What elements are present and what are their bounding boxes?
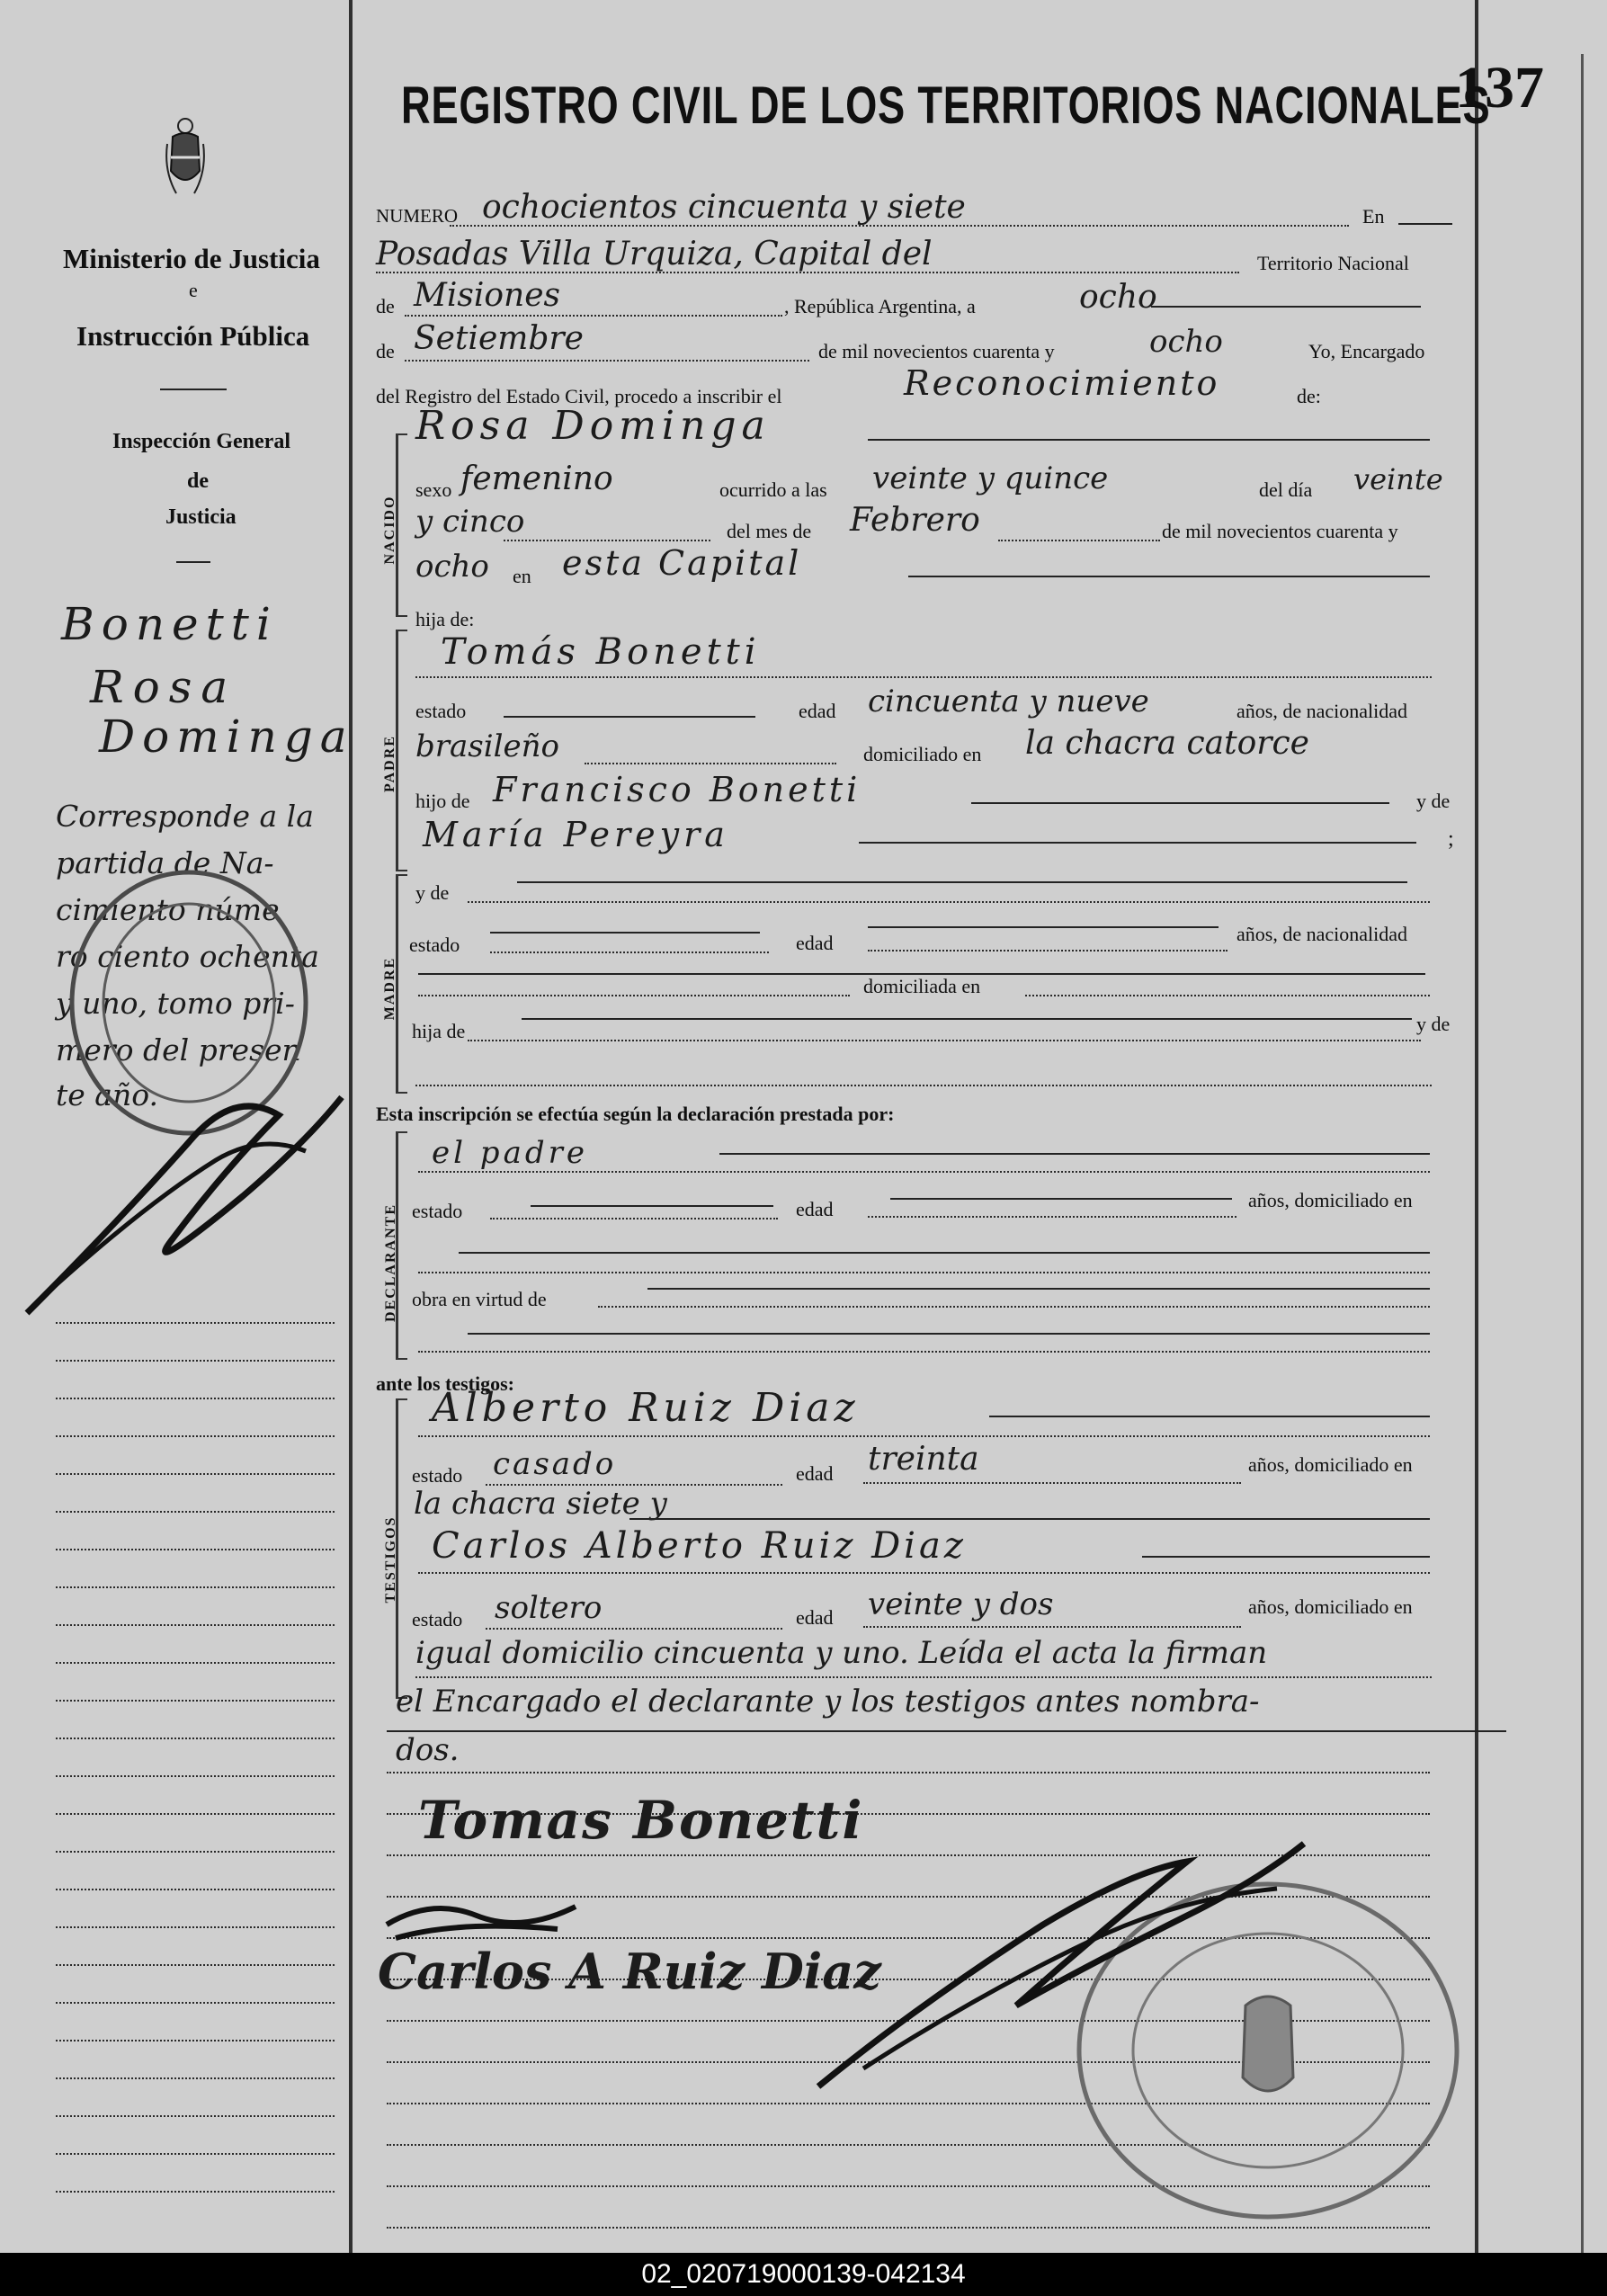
testigos-section-label: TESTIGOS	[383, 1515, 398, 1604]
numero-label: NUMERO	[376, 205, 459, 227]
right-border-line	[1475, 0, 1478, 2253]
estado5-label: estado	[412, 1608, 463, 1630]
en-label: En	[1362, 205, 1385, 228]
edad5-label: edad	[796, 1606, 834, 1629]
father-name: Tomás Bonetti	[441, 631, 761, 673]
del-dia-label: del día	[1259, 478, 1313, 501]
place-value: Posadas Villa Urquiza, Capital del	[376, 236, 933, 272]
witness2-name: Carlos Alberto Ruiz Diaz	[432, 1525, 967, 1567]
margin-note-line-4: ro ciento ochenta	[56, 939, 319, 974]
father-age: cincuenta y nueve	[868, 683, 1149, 719]
margin-name-1: Bonetti	[61, 598, 278, 650]
anos-nac-label: años, de nacionalidad	[1236, 700, 1407, 722]
margin-name-3: Dominga	[99, 710, 354, 763]
witness2-estado: soltero	[495, 1590, 603, 1626]
edad4-label: edad	[796, 1462, 834, 1485]
footer-image-code: 02_020719000139-042134	[0, 2253, 1607, 2296]
edad3-label: edad	[796, 1198, 834, 1220]
margin-signature-scribble	[9, 1061, 351, 1331]
semicolon-mark: ;	[1448, 827, 1454, 851]
margin-note-line-7: te año.	[56, 1077, 158, 1112]
estado4-label: estado	[412, 1464, 463, 1487]
edad2-label: edad	[796, 932, 834, 954]
numero-value: ochocientos cincuenta y siete	[482, 189, 966, 226]
registro-label: del Registro del Estado Civil, procedo a inscribir el	[376, 385, 782, 407]
month-value: Setiembre	[414, 320, 584, 357]
father-mother: María Pereyra	[423, 815, 729, 854]
year-value: ocho	[1149, 324, 1223, 360]
ministry-line-2: e	[189, 279, 198, 301]
domiciliado-label: domiciliado en	[863, 743, 982, 765]
month-birth-value: Febrero	[850, 502, 980, 539]
witness2-age: veinte y dos	[868, 1586, 1054, 1622]
domiciliada-label: domiciliada en	[863, 975, 981, 997]
del-mes-label: del mes de	[727, 520, 812, 542]
year-birth-value: ocho	[415, 549, 489, 585]
anos-dom3-label: años, domiciliado en	[1248, 1595, 1413, 1618]
page-title: REGISTRO CIVIL DE LOS TERRITORIOS NACIONALES	[401, 76, 1491, 135]
margin-note-line-3: cimiento núme	[56, 892, 280, 927]
hijo-label: hija de:	[415, 608, 475, 630]
y-de-label: y de	[1416, 790, 1451, 812]
coat-of-arms-icon	[164, 117, 207, 202]
closing-line-2: el Encargado el declarante y los testigos antes nombra-	[396, 1684, 1260, 1720]
anos-dom2-label: años, domiciliado en	[1248, 1453, 1413, 1476]
far-right-edge	[1581, 54, 1584, 2253]
declarant-value: el padre	[432, 1135, 588, 1171]
estado2-label: estado	[409, 934, 460, 956]
republica-label: , República Argentina, a	[784, 295, 976, 317]
margin-note-line-5: y uno, tomo pri-	[56, 986, 295, 1021]
mil-label: de mil novecientos cuarenta y	[818, 340, 1055, 362]
en2-label: en	[513, 565, 531, 587]
act-value: Reconocimiento	[904, 363, 1220, 403]
registrar-signature-scribble	[809, 1826, 1313, 2095]
father-signature: Tomas Bonetti	[418, 1790, 864, 1851]
sexo-value: femenino	[460, 460, 613, 497]
territory-value: Misiones	[414, 277, 561, 314]
padre-section-label: PADRE	[382, 735, 397, 792]
day-birth-value-2: y cinco	[415, 504, 525, 540]
madre-section-label: MADRE	[382, 956, 397, 1021]
obra-label: obra en virtud de	[412, 1288, 547, 1310]
y-de3-label: y de	[1416, 1013, 1451, 1035]
closing-line-1: igual domicilio cincuenta y uno. Leída el acta la firman	[415, 1635, 1268, 1671]
day-value: ocho	[1079, 279, 1157, 316]
anos-nac2-label: años, de nacionalidad	[1236, 923, 1407, 945]
testigos-label: ante los testigos:	[376, 1372, 514, 1395]
margin-note-line-6: mero del presen	[56, 1032, 301, 1068]
inspection-line-1: Inspección General	[112, 430, 290, 453]
margin-name-2: Rosa	[90, 661, 237, 713]
hijo-de-label: hijo de	[415, 790, 470, 812]
de-label: de	[376, 295, 395, 317]
margin-note-line-2: partida de Na-	[56, 845, 274, 880]
witness1-age: treinta	[868, 1441, 979, 1478]
child-name: Rosa Dominga	[415, 403, 771, 449]
estado3-label: estado	[412, 1200, 463, 1222]
margin-note-line-1: Corresponde a la	[56, 799, 314, 834]
yo-label: Yo, Encargado	[1308, 340, 1425, 362]
territorio-label: Territorio Nacional	[1257, 252, 1409, 274]
witness1-estado: casado	[493, 1446, 617, 1482]
de3-label: de:	[1297, 385, 1321, 407]
inspection-line-3: Justicia	[165, 505, 237, 529]
witness1-domicile: la chacra siete y	[414, 1486, 667, 1522]
ministry-divider	[160, 389, 227, 390]
father-domicile: la chacra catorce	[1025, 725, 1309, 762]
sexo-label: sexo	[415, 478, 452, 501]
hija-de-label: hija de	[412, 1020, 466, 1042]
hour-value: veinte y quince	[872, 460, 1109, 496]
ministry-line-3: Instrucción Pública	[76, 320, 310, 352]
inspection-divider	[176, 561, 210, 563]
ocurrido-label: ocurrido a las	[719, 478, 827, 501]
declaracion-label: Esta inscripción se efectúa según la declaración prestada por:	[376, 1103, 895, 1125]
estado-label: estado	[415, 700, 467, 722]
de2-label: de	[376, 340, 395, 362]
anos-dom-label: años, domiciliado en	[1248, 1189, 1413, 1211]
birthplace-value: esta Capital	[562, 543, 802, 583]
edad-label: edad	[799, 700, 836, 722]
closing-line-3: dos.	[396, 1732, 460, 1768]
father-nationality: brasileño	[415, 728, 559, 764]
ministry-line-1: Ministerio de Justicia	[63, 243, 320, 274]
nacido-section-label: NACIDO	[382, 495, 397, 565]
witness1-name: Alberto Ruiz Diaz	[432, 1385, 860, 1431]
witness-signature: Carlos A Ruiz Diaz	[378, 1943, 881, 2000]
inspection-line-2: de	[187, 469, 209, 493]
father-father: Francisco Bonetti	[493, 770, 862, 809]
mil2-label: de mil novecientos cuarenta y	[1162, 520, 1398, 542]
declarante-section-label: DECLARANTE	[383, 1203, 398, 1323]
folio-number: 137	[1455, 55, 1544, 121]
y-de2-label: y de	[415, 881, 450, 904]
day-birth-value: veinte	[1353, 462, 1443, 496]
